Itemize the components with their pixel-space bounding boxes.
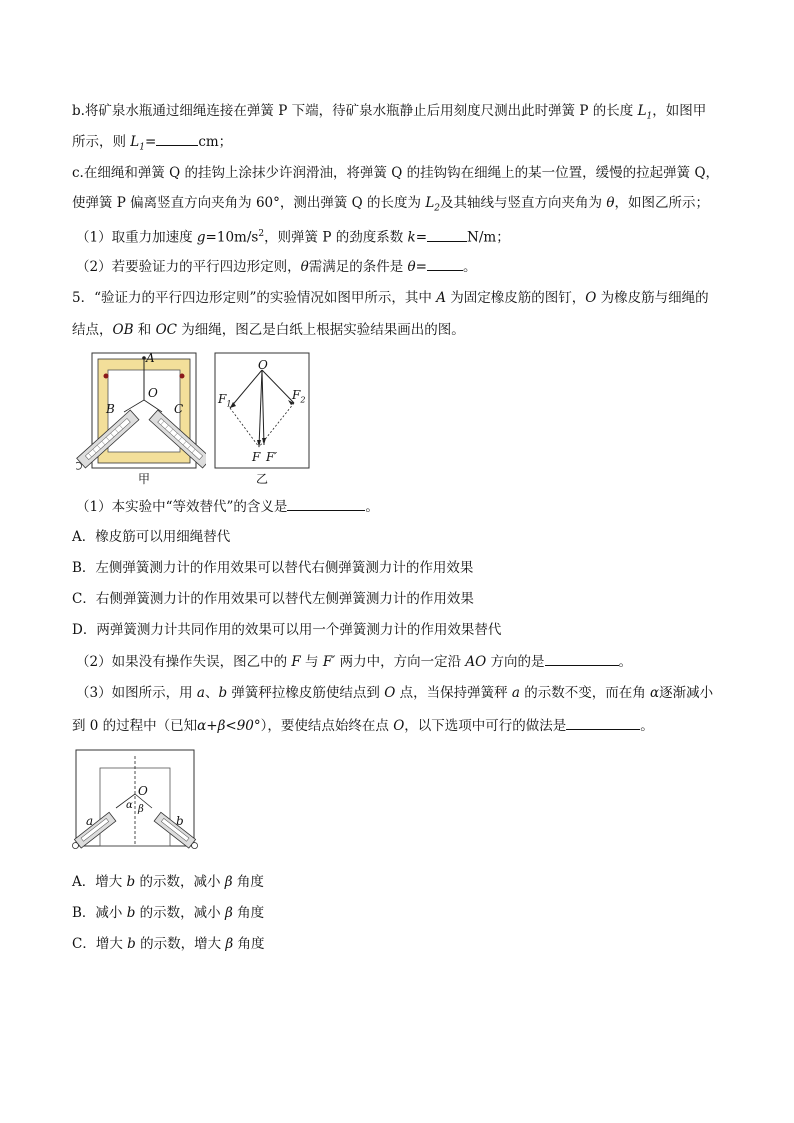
answer-blank-5-2[interactable]: [545, 651, 619, 666]
eq-k: =: [415, 229, 428, 246]
q4-c-text: c.在细绳和弹簧 Q 的挂钩上涂抹少许润滑油，将弹簧 Q 的挂钩钩在细绳上的某一位置，缓慢的拉起弹簧 Q，: [72, 165, 720, 181]
opt-b-pre: B．减小: [72, 905, 127, 921]
var-k: k: [407, 229, 416, 246]
q5-part3-line1: [76, 683, 713, 703]
eq-theta: =: [415, 259, 427, 275]
q4-part1: [76, 224, 510, 248]
q4-c-line2: [72, 193, 709, 219]
opt-b-mid: 的示数，减小: [135, 905, 225, 921]
condition-alpha-beta: α+β<90°: [197, 718, 261, 734]
q5-part2: [76, 651, 632, 672]
var-b: b: [218, 685, 228, 701]
opt-c-var: b: [127, 936, 136, 952]
var-Fprime: F′: [322, 654, 336, 670]
figure-3: [72, 748, 200, 852]
q4-c-line1: [72, 163, 719, 183]
caption-yi: 乙: [256, 472, 269, 486]
q4-p2-mid: 需满足的条件是: [308, 259, 408, 275]
caption-jia: 甲: [138, 472, 151, 486]
q4-b-post: ，如图甲: [652, 103, 707, 119]
option-5-1-b[interactable]: B．左侧弹簧测力计的作用效果可以替代右侧弹簧测力计的作用效果: [72, 560, 474, 576]
q5-stem-line1: [72, 288, 709, 308]
q5-l1-post: 为橡皮筋与细绳的: [596, 290, 709, 306]
option-5-1-d[interactable]: D．两弹簧测力计共同作用的效果可以用一个弹簧测力计的作用效果替代: [72, 622, 502, 638]
q5-s3-post: 逐渐减小: [659, 685, 714, 701]
q5-s1-text: （1）本实验中“等效替代”的含义是: [76, 499, 288, 515]
label-A: A: [146, 351, 155, 365]
figure-jia: [76, 350, 206, 488]
label-3-b: b: [176, 814, 184, 828]
label-F2: [292, 388, 305, 404]
opt-a-pre: A．增大: [72, 874, 127, 890]
q4-p1-pre: （1）取重力加速度: [76, 229, 197, 246]
q5-s2-pre: （2）如果没有操作失误，图乙中的: [76, 654, 292, 670]
q5-s2-mid: 两力中，方向一定沿: [335, 654, 466, 670]
q4-b2-pre: 所示，则: [72, 134, 131, 150]
label-B: B: [106, 402, 115, 416]
opt-a-beta: β: [224, 874, 233, 890]
q4-b-line1: [72, 101, 706, 127]
label-3-O: O: [138, 784, 148, 798]
var-theta-3: θ: [407, 259, 416, 275]
label-F1-sub: 1: [226, 399, 232, 409]
q5-l1-pre: 5．“验证力的平行四边形定则”的实验情况如图甲所示，其中: [72, 290, 437, 306]
q5-s3-l2-mid: ），要使结点始终在点: [260, 718, 394, 734]
label-F: F: [252, 450, 261, 464]
var-L1-b: L: [130, 134, 140, 150]
figure-3-svg: [72, 748, 200, 852]
var-theta: θ: [606, 195, 615, 211]
opt-b-post: 角度: [232, 905, 265, 921]
q4-p2-pre: （2）若要验证力的平行四边形定则，: [76, 259, 301, 275]
var-L1: L: [637, 103, 647, 119]
q5-s3-mid: 弹簧秤拉橡皮筋使结点到: [227, 685, 385, 701]
label-F2-main: F: [292, 388, 301, 402]
opt-a-var: b: [126, 874, 136, 890]
var-theta-2: θ: [300, 259, 309, 275]
g-value: =10m/s: [205, 229, 259, 246]
period: 。: [462, 259, 477, 275]
q5-s3-pre: （3）如图所示，用: [76, 685, 197, 701]
opt-b-beta: β: [224, 905, 233, 921]
answer-blank-5-1[interactable]: [287, 496, 365, 511]
q5-s3-mid3: 的示数不变，而在角: [519, 685, 651, 701]
option-5-3-b[interactable]: [72, 903, 264, 923]
var-O-3: O: [384, 685, 396, 701]
unit-nm: N/m；: [467, 229, 510, 246]
var-a-2: a: [511, 685, 520, 701]
q5-s3-sep: 、: [204, 685, 219, 701]
var-F: F: [291, 654, 301, 670]
q5-s1-post: 。: [365, 499, 379, 515]
var-g: g: [196, 229, 206, 246]
sub-1-b: 1: [139, 142, 145, 153]
answer-blank-theta[interactable]: [427, 256, 463, 271]
sup-2: 2: [258, 229, 265, 239]
var-O-4: O: [393, 718, 405, 734]
var-AO: AO: [465, 654, 487, 670]
option-5-3-c[interactable]: [72, 934, 264, 954]
q5-l1-mid: 为固定橡皮筋的图钉，: [445, 290, 586, 306]
q5-s3-l2-pre: 到 0 的过程中（已知: [72, 718, 198, 734]
label-3-beta: β: [138, 804, 144, 815]
q5-l2-pre: 结点，: [72, 322, 113, 338]
opt-a-post: 角度: [232, 874, 264, 890]
option-5-1-a[interactable]: A．橡皮筋可以用细绳替代: [72, 529, 231, 545]
q4-p1-mid: ，则弹簧 P 的劲度系数: [264, 229, 408, 246]
answer-blank-L1[interactable]: [156, 131, 198, 146]
q5-s2-end: 。: [618, 654, 633, 670]
q5-l2-post: 为细绳，图乙是白纸上根据实验结果画出的图。: [177, 322, 465, 338]
q5-s3-l2-post: ，以下选项中可行的做法是: [404, 718, 567, 734]
sub-1: 1: [646, 111, 653, 122]
label-O: O: [148, 386, 158, 400]
figure-jia-svg: [76, 350, 206, 488]
opt-c-beta: β: [225, 936, 234, 952]
answer-blank-5-3[interactable]: [566, 715, 640, 730]
var-OC: OC: [155, 322, 177, 338]
answer-blank-k[interactable]: [427, 227, 467, 242]
var-L2: L: [425, 195, 435, 211]
q4-c2-pre: 使弹簧 P 偏离竖直方向夹角为 60°，测出弹簧 Q 的长度为: [72, 195, 426, 211]
opt-a-mid: 的示数，减小: [135, 874, 225, 890]
q4-part2: [76, 256, 476, 277]
opt-c-post: 角度: [233, 936, 265, 952]
label-C: C: [174, 402, 184, 416]
q4-b-text: b.将矿泉水瓶通过细绳连接在弹簧 P 下端，待矿泉水瓶静止后用刻度尺测出此时弹簧 P 的长度: [72, 103, 638, 119]
label-F1: [218, 392, 231, 408]
eq: =: [145, 134, 157, 150]
label-yi-O: O: [258, 358, 268, 372]
label-3-alpha: α: [126, 800, 133, 811]
label-F2-sub: 2: [300, 395, 306, 405]
label-3-a: a: [86, 814, 94, 828]
q5-part1: [76, 496, 379, 517]
opt-c-mid: 的示数，增大: [135, 936, 226, 952]
q5-l2-and: 和: [133, 322, 156, 338]
opt-b-var: b: [126, 905, 136, 921]
q4-c2-post: ，如图乙所示；: [614, 195, 709, 211]
q4-c2-mid: 及其轴线与竖直方向夹角为: [440, 195, 607, 211]
q5-stem-line2: [72, 320, 465, 340]
sub-2: 2: [434, 203, 441, 214]
label-Fprime: F′: [266, 450, 278, 464]
q4-b-line2: [72, 131, 232, 158]
q5-part3-line2: [72, 715, 654, 736]
var-A: A: [436, 290, 446, 306]
q5-s2-post: 方向的是: [486, 654, 545, 670]
var-alpha: α: [650, 685, 660, 701]
opt-c-pre: C．增大: [72, 936, 128, 952]
var-O: O: [585, 290, 597, 306]
label-F1-main: F: [218, 392, 227, 406]
var-a: a: [196, 685, 205, 701]
q5-s2-and: 与: [300, 654, 323, 670]
option-5-1-c[interactable]: C．右侧弹簧测力计的作用效果可以替代左侧弹簧测力计的作用效果: [72, 591, 474, 607]
q5-s3-end: 。: [640, 718, 654, 734]
figure-yi: [212, 350, 312, 488]
option-5-3-a[interactable]: [72, 872, 264, 892]
unit-cm: cm；: [198, 134, 233, 150]
var-OB: OB: [112, 322, 134, 338]
q5-s3-mid2: 点，当保持弹簧秤: [395, 685, 512, 701]
